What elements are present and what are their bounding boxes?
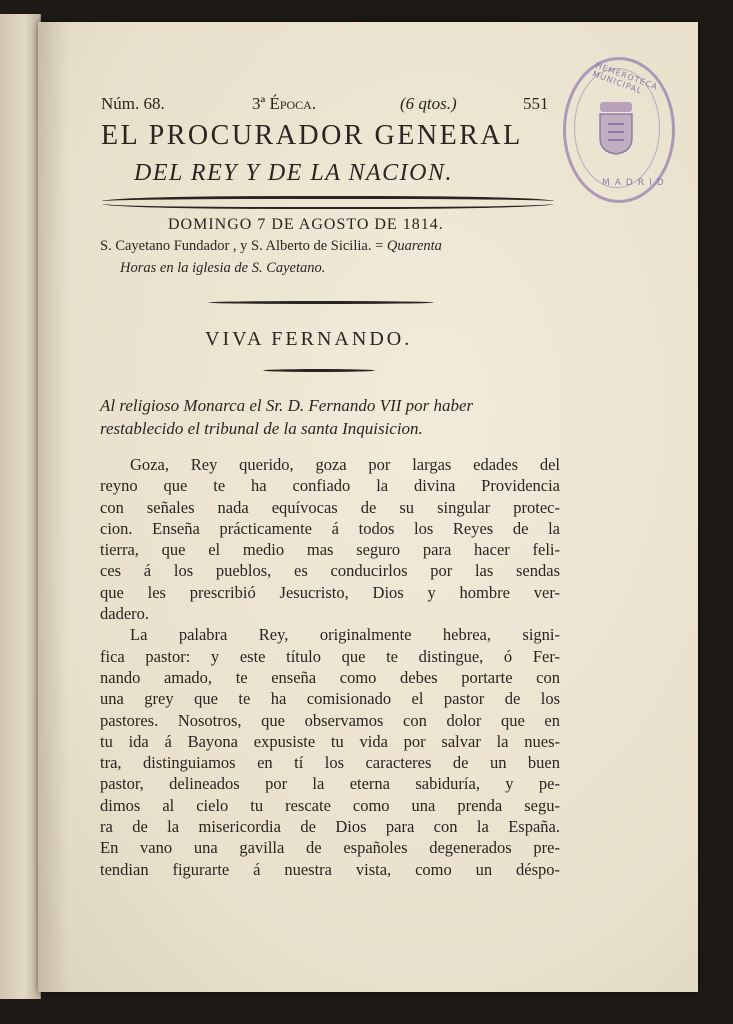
stamp-bottom-text: MADRID	[602, 178, 669, 188]
body-line: tra, distinguiamos en tí los caracteres de un buen	[100, 753, 560, 773]
quantity-label: (6 qtos.)	[400, 94, 457, 113]
body-line: nando amado, te enseña como debes portarte con	[100, 667, 560, 687]
body-line: reyno que te ha confiado la divina Providencia	[100, 476, 560, 496]
body-line: fica pastor: y este título que te distingue, ó Fer-	[100, 646, 560, 666]
issue-number: Núm. 68.	[101, 94, 165, 113]
library-stamp	[563, 57, 675, 203]
saints-text: S. Cayetano Fundador , y S. Alberto de Sicilia. =	[100, 238, 387, 254]
page-number: 551	[523, 94, 549, 113]
section-heading: VIVA FERNANDO.	[205, 328, 413, 350]
body-line: tierra, que el medio mas seguro para hacer feli-	[100, 540, 560, 560]
stamp-top-text: HEMEROTECA MUNICIPAL	[591, 60, 660, 96]
body-line: ces á los pueblos, es conducirlos por las sendas	[100, 561, 560, 581]
body-line: tu ida á Bayona expusiste tu vida por salvar la nues-	[100, 731, 560, 751]
body-line: En vano una gavilla de españoles degenerados pre-	[100, 838, 560, 858]
body-line: dimos al cielo tu rescate como una prenda segu-	[100, 795, 560, 815]
section-rule	[208, 301, 434, 304]
saints-line-2: Horas en la iglesia de S. Cayetano.	[120, 260, 326, 276]
masthead-title: EL PROCURADOR GENERAL	[101, 120, 523, 151]
masthead-subtitle: DEL REY Y DE LA NACION.	[134, 160, 453, 186]
article-body	[100, 454, 560, 880]
facing-page-edge	[0, 14, 41, 999]
body-line: tendian figurarte á nuestra vista, como un déspo-	[100, 859, 560, 879]
body-line: cion. Enseña prácticamente á todos los Reyes de la	[100, 518, 560, 538]
body-line: La palabra Rey, originalmente hebrea, signi-	[130, 625, 560, 645]
masthead-rule	[102, 196, 554, 209]
saints-line	[100, 238, 442, 255]
body-line: dadero.	[100, 604, 150, 624]
body-line: ra de la misericordia de Dios para con la España.	[100, 817, 560, 837]
saints-italic: Quarenta	[386, 238, 442, 254]
body-line: pastor, delineados por la eterna sabiduría, y pe-	[100, 774, 560, 794]
dateline: DOMINGO 7 DE AGOSTO DE 1814.	[168, 216, 444, 233]
dedication-text: Al religioso Monarca el Sr. D. Fernando VII por haber restablecido el tribunal de la santa Inquisicion.	[100, 396, 474, 438]
body-line: que les prescribió Jesucristo, Dios y hombre ver-	[100, 582, 560, 602]
body-line: con señales nada equívocas de su singular protec-	[100, 497, 560, 517]
coat-of-arms-icon	[596, 98, 636, 156]
heading-rule	[263, 369, 375, 372]
body-line: pastores. Nosotros, que observamos con dolor que en	[100, 710, 560, 730]
newspaper-page	[38, 22, 698, 992]
epoch-label: 3ª Época.	[252, 94, 317, 113]
body-line: Goza, Rey querido, goza por largas edades del	[130, 455, 560, 474]
body-line: una grey que te ha comisionado el pastor de los	[100, 689, 560, 709]
